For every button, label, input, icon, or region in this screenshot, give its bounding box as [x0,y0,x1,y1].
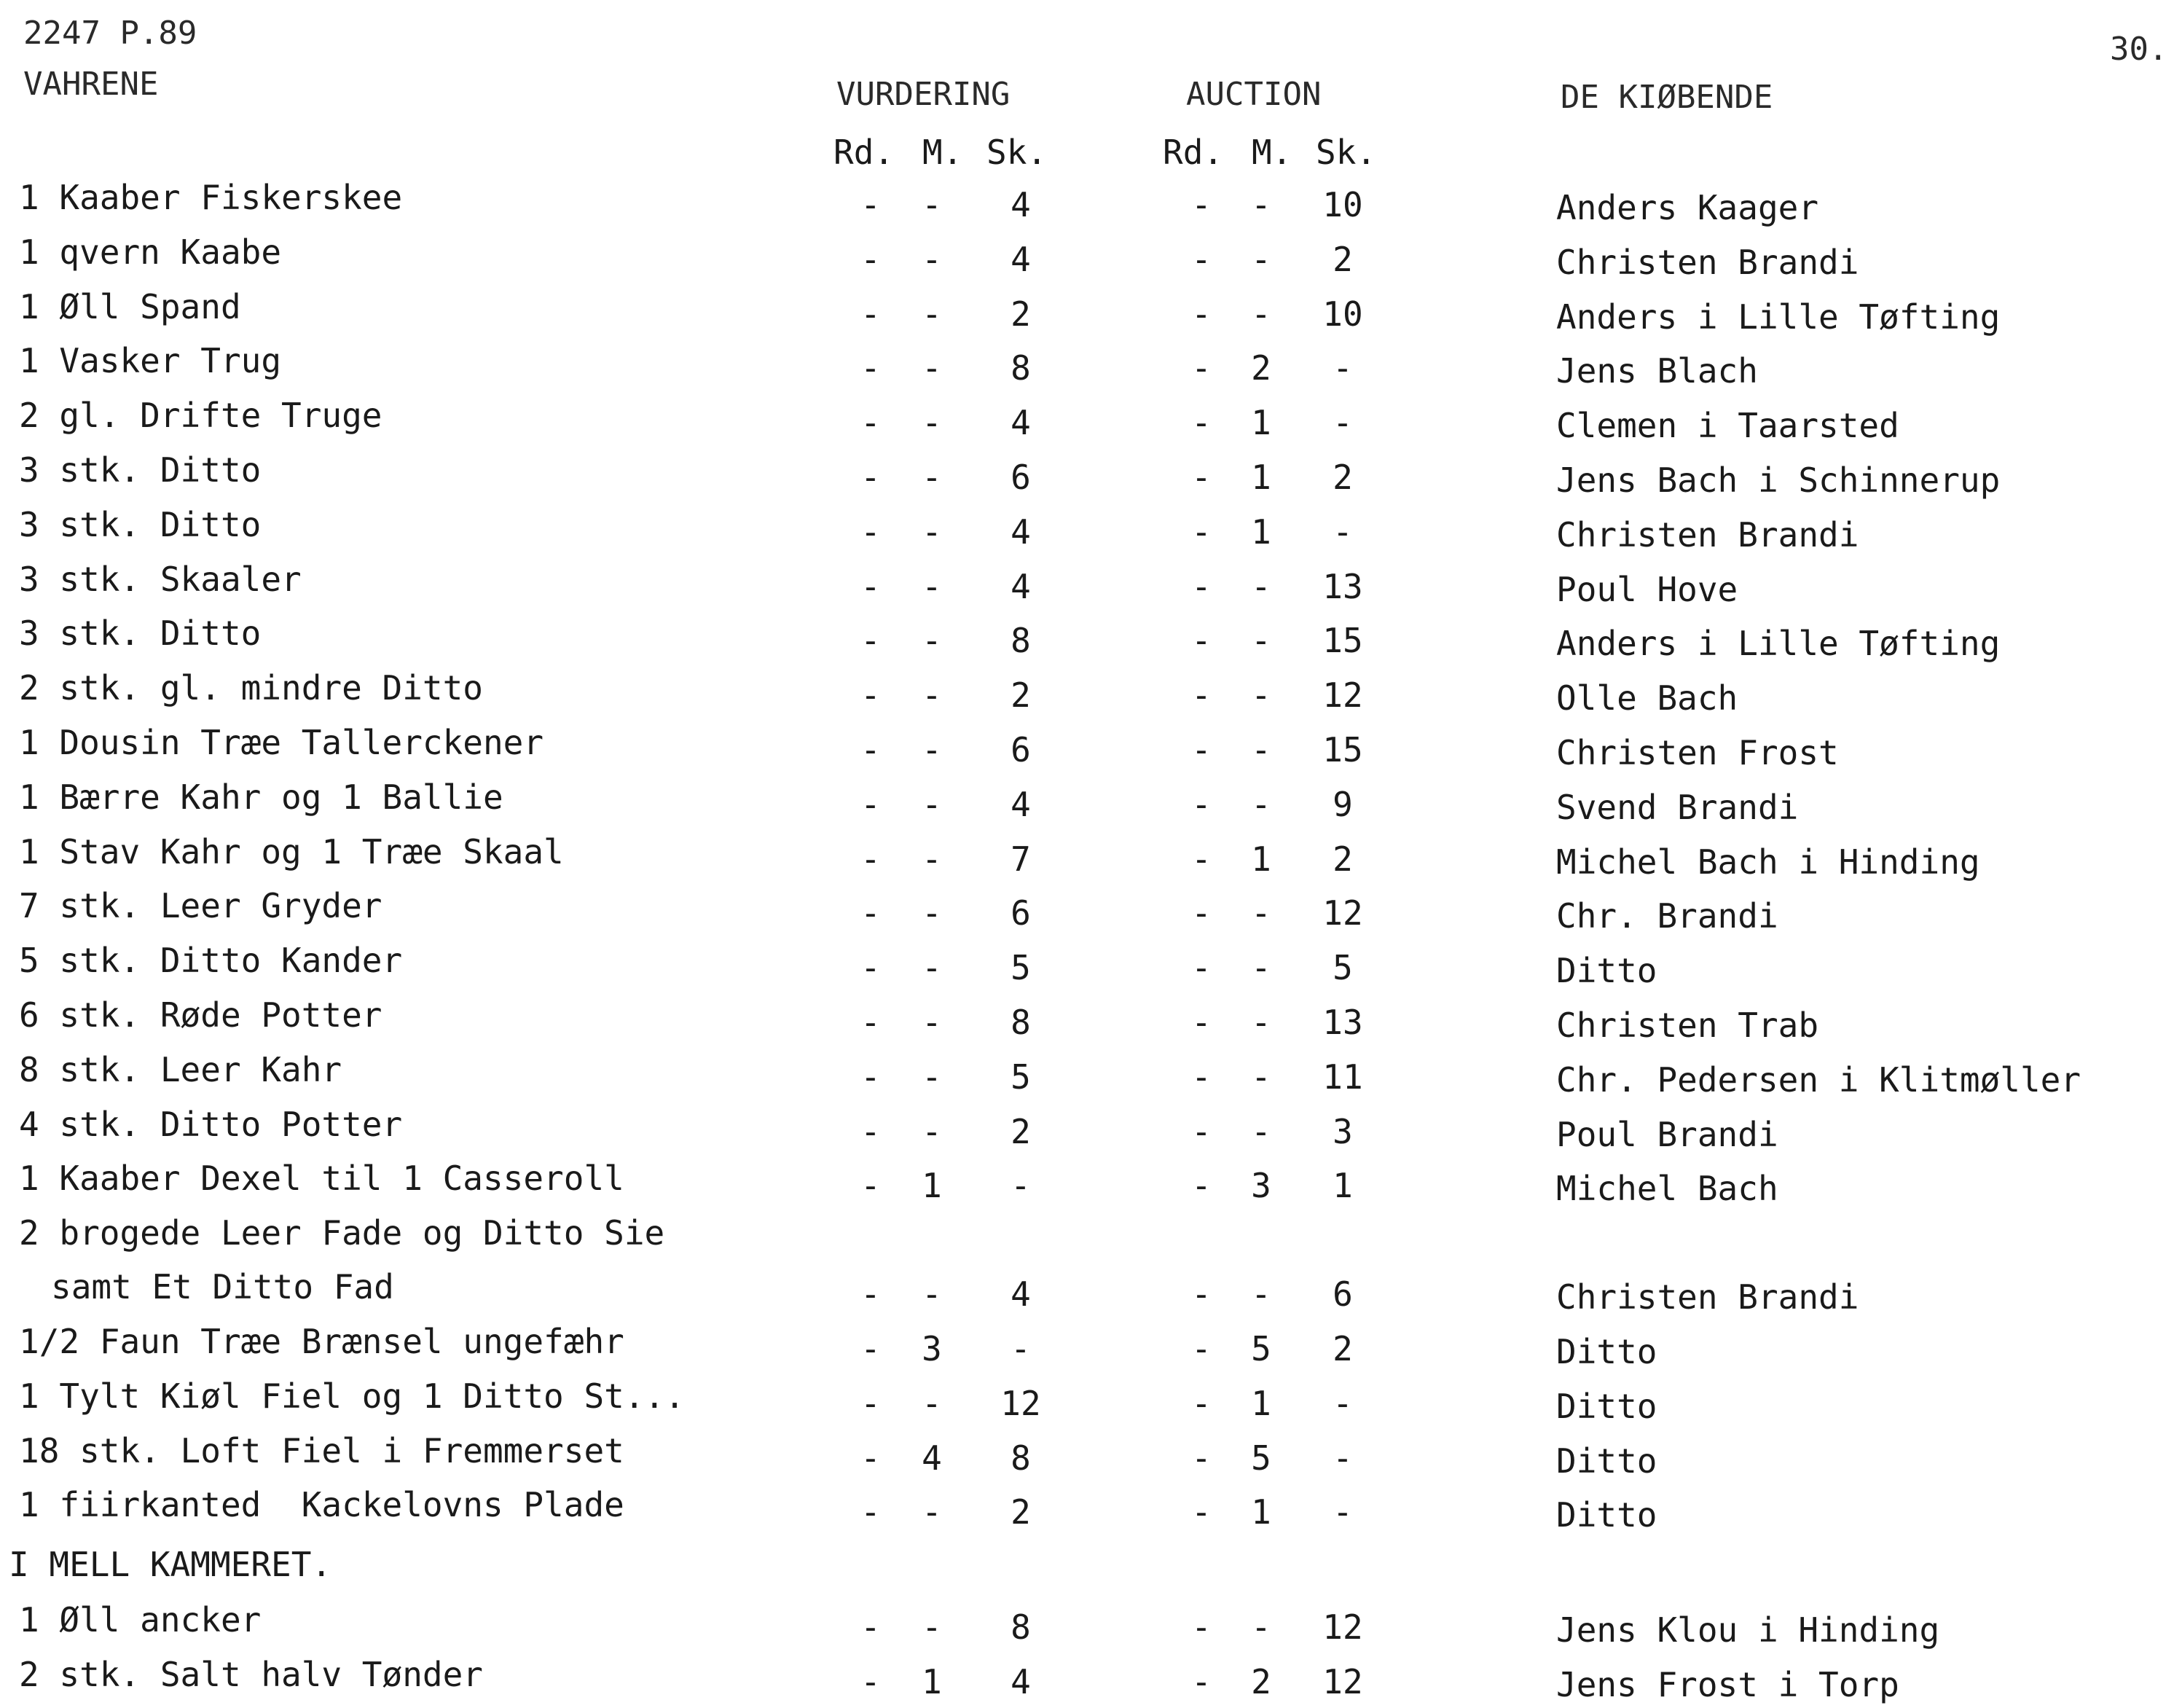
auction-value: - [1251,784,1271,824]
valuation-value: 2 [1011,1492,1031,1532]
valuation-value: 5 [1011,948,1031,988]
item-description: 1 Kaaber Fiskerskee [19,178,403,217]
item-description-continued: samt Et Ditto Fad [51,1267,394,1307]
item-description: 3 stk. Ditto [19,504,262,544]
auction-value: - [1191,784,1212,824]
valuation-value: - [922,458,942,497]
auction-value: - [1191,1166,1212,1206]
valuation-value: 8 [1011,1607,1031,1647]
valuation-value: - [922,566,942,606]
item-description: 5 stk. Ditto Kander [19,941,403,981]
auction-value: 5 [1251,1329,1271,1368]
valuation-value: 4 [1011,512,1031,552]
buyer-name: Christen Trab [1556,1006,1819,1045]
buyer-name: Anders i Lille Tøfting [1556,624,2001,664]
auction-value: 5 [1251,1438,1271,1478]
valuation-value: 1 [922,1661,942,1701]
valuation-value: 2 [1011,294,1031,334]
auction-value: 1 [1251,458,1271,497]
valuation-value: - [860,893,881,933]
valuation-value: - [860,730,881,769]
item-description: 1 Dousin Træe Tallerckener [19,723,544,762]
auction-value: - [1191,1438,1212,1478]
auction-value: - [1191,348,1212,388]
item-description: 1 Øll Spand [19,286,241,326]
auction-value: 1 [1251,1492,1271,1532]
valuation-value: - [860,1003,881,1042]
buyer-name: Christen Brandi [1556,1277,1859,1317]
valuation-value: 4 [1011,784,1031,824]
valuation-value: 6 [1011,730,1031,769]
valuation-value: - [922,1274,942,1315]
auction-value: - [1191,621,1212,661]
auction-value: - [1191,239,1212,279]
item-description: 2 gl. Drifte Truge [19,396,382,436]
valuation-value: 2 [1011,1111,1031,1151]
auction-value: - [1251,1057,1271,1097]
valuation-value: - [922,675,942,716]
valuation-value: - [1011,1166,1031,1206]
auction-value: 1 [1251,839,1271,879]
item-description: 1 Stav Kahr og 1 Træe Skaal [19,831,564,871]
valuation-value: - [922,893,942,933]
item-description: 1 Tylt Kiøl Fiel og 1 Ditto St... [19,1376,685,1416]
item-description: 1/2 Faun Træe Brænsel ungefæhr [19,1322,624,1361]
valuation-value: - [860,1274,881,1315]
item-description: 1 Vasker Trug [19,341,282,381]
valuation-value: 1 [922,1166,942,1206]
valuation-value: 4 [1011,185,1031,224]
auction-value: 13 [1322,1003,1363,1042]
page-number: 30. [2110,31,2168,68]
buyer-name: Svend Brandi [1556,787,1799,827]
buyer-name: Poul Brandi [1556,1114,1778,1154]
item-description: 6 stk. Røde Potter [19,995,382,1035]
valuation-value: - [922,1057,942,1097]
valuation-value: - [922,348,942,388]
auction-value: - [1191,839,1212,879]
item-description: 1 Øll ancker [19,1600,262,1640]
valuation-value: - [860,348,881,388]
auction-value: 10 [1322,294,1363,334]
auction-value: - [1333,403,1353,443]
auction-value: - [1251,1003,1271,1042]
valuation-value: 8 [1011,1438,1031,1478]
item-description: 2 stk. gl. mindre Ditto [19,668,483,708]
buyer-name: Jens Bach i Schinnerup [1556,461,2001,500]
valuation-value: - [860,784,881,824]
valuation-sk-subheader: Sk. [986,133,1048,172]
auction-value: 9 [1333,784,1353,824]
auction-value: - [1333,1383,1353,1423]
valuation-value: 5 [1011,1057,1031,1097]
auction-value: 1 [1251,1383,1271,1423]
valuation-value: 3 [922,1329,942,1368]
auction-value: - [1251,675,1271,716]
item-description: 1 qvern Kaabe [19,232,282,272]
item-description: 2 stk. Salt halv Tønder [19,1654,483,1694]
buyer-name: Michel Bach i Hinding [1556,842,1980,882]
auction-value: 12 [1322,1607,1363,1647]
valuation-value: 7 [1011,839,1031,879]
valuation-value: - [860,1661,881,1701]
valuation-value: - [860,621,881,661]
auction-value: 2 [1333,839,1353,879]
valuation-value: - [860,1329,881,1368]
valuation-value: - [860,239,881,279]
buyer-name: Ditto [1556,1495,1657,1535]
auction-value: - [1251,1607,1271,1647]
buyer-name: Anders Kaager [1556,188,1819,227]
auction-value: 2 [1333,458,1353,497]
valuation-value: - [922,1111,942,1151]
valuation-value: - [1011,1329,1031,1368]
auction-value: 1 [1333,1166,1353,1206]
valuation-value: - [922,1003,942,1042]
valuation-value: - [922,239,942,279]
item-description: 3 stk. Ditto [19,614,262,654]
auction-value: - [1251,1111,1271,1151]
auction-value: - [1191,948,1212,988]
item-description: 3 stk. Skaaler [19,559,302,599]
valuation-value: - [860,458,881,497]
valuation-value: 4 [922,1438,942,1478]
valuation-value: - [922,1607,942,1647]
valuation-value: 6 [1011,458,1031,497]
buyer-name: Jens Klou i Hinding [1556,1610,1940,1650]
auction-value: 6 [1333,1274,1353,1315]
buyer-name: Ditto [1556,1332,1657,1371]
valuation-value: 8 [1011,1003,1031,1042]
auction-value: - [1191,294,1212,334]
buyer-name: Anders i Lille Tøfting [1556,297,2001,337]
auction-value: 2 [1251,348,1271,388]
valuation-value: - [922,294,942,334]
valuation-value: - [922,948,942,988]
buyer-name: Christen Brandi [1556,242,1859,282]
auction-value: - [1191,566,1212,606]
item-description: 7 stk. Leer Gryder [19,886,382,926]
auction-value: - [1191,1661,1212,1701]
valuation-value: - [860,512,881,552]
buyer-name: Ditto [1556,1386,1657,1426]
valuation-value: 8 [1011,348,1031,388]
buyer-name: Clemen i Taarsted [1556,406,1899,446]
buyers-column-header: DE KIØBENDE [1561,79,1773,116]
valuation-value: - [860,1057,881,1097]
auction-value: 15 [1322,621,1363,661]
auction-value: - [1191,1003,1212,1042]
item-description: 4 stk. Ditto Potter [19,1104,403,1144]
auction-value: 3 [1251,1166,1271,1206]
auction-value: 12 [1322,893,1363,933]
auction-value: - [1191,1111,1212,1151]
valuation-value: - [922,1492,942,1532]
auction-value: - [1191,1492,1212,1532]
valuation-value: - [860,1166,881,1206]
buyer-name: Christen Brandi [1556,514,1859,555]
buyer-name: Jens Blach [1556,351,1758,391]
buyer-name: Jens Frost i Torp [1556,1664,1899,1704]
auction-m-subheader: M. [1252,133,1292,172]
valuation-value: - [922,1383,942,1423]
auction-value: - [1333,348,1353,388]
valuation-value: - [860,1607,881,1647]
auction-value: - [1191,458,1212,497]
auction-value: - [1251,1274,1271,1315]
buyer-name: Chr. Pedersen i Klitmøller [1556,1059,2081,1100]
valuation-value: - [860,1111,881,1151]
auction-value: - [1251,185,1271,224]
valuation-column-header: VURDERING [836,76,1011,113]
valuation-value: 6 [1011,893,1031,933]
auction-value: - [1191,893,1212,933]
valuation-value: - [860,948,881,988]
valuation-value: 12 [1000,1383,1041,1423]
valuation-value: 4 [1011,566,1031,606]
auction-column-header: AUCTION [1186,76,1322,113]
item-description: 1 fiirkanted Kackelovns Plade [19,1485,624,1525]
buyer-name: Poul Hove [1556,569,1738,609]
buyer-name: Chr. Brandi [1556,896,1778,936]
auction-value: 2 [1333,1329,1353,1368]
auction-value: 15 [1322,730,1363,769]
auction-rd-subheader: Rd. [1163,133,1224,172]
auction-value: - [1191,1329,1212,1368]
auction-value: - [1251,566,1271,606]
item-description: 8 stk. Leer Kahr [19,1049,342,1089]
buyer-name: Michel Bach [1556,1169,1778,1209]
valuation-value: - [860,566,881,606]
auction-value: 2 [1333,239,1353,279]
auction-value: 1 [1251,403,1271,443]
auction-value: - [1191,675,1212,716]
auction-value: - [1191,1383,1212,1423]
valuation-value: 4 [1011,403,1031,443]
auction-value: - [1251,893,1271,933]
auction-value: - [1251,239,1271,279]
buyer-name: Ditto [1556,951,1657,991]
buyer-name: Olle Bach [1556,678,1738,718]
auction-value: - [1191,1057,1212,1097]
valuation-value: - [922,403,942,443]
valuation-value: - [922,784,942,824]
item-description: 2 brogede Leer Fade og Ditto Sie [19,1213,665,1253]
auction-value: - [1333,1492,1353,1532]
auction-value: - [1333,1438,1353,1478]
auction-value: 1 [1251,512,1271,552]
valuation-value: - [860,1383,881,1423]
auction-value: 10 [1322,185,1363,224]
auction-value: - [1191,1274,1212,1315]
valuation-value: 8 [1011,621,1031,661]
valuation-value: - [922,185,942,224]
auction-value: 13 [1322,566,1363,606]
auction-value: - [1191,185,1212,224]
item-description: 3 stk. Ditto [19,450,262,490]
buyer-name: Ditto [1556,1441,1657,1481]
valuation-value: - [860,839,881,879]
item-description: 18 stk. Loft Fiel i Fremmerset [19,1430,624,1470]
auction-value: - [1251,948,1271,988]
buyer-name: Christen Frost [1556,733,1839,772]
auction-value: - [1333,512,1353,552]
section-title: I MELL KAMMERET. [9,1545,332,1584]
auction-value: 12 [1322,675,1363,716]
valuation-value: 4 [1011,1274,1031,1315]
auction-sk-subheader: Sk. [1316,133,1377,172]
auction-value: 3 [1333,1111,1353,1151]
auction-value: - [1191,512,1212,552]
auction-value: 5 [1333,948,1353,988]
auction-value: - [1251,730,1271,769]
valuation-value: 4 [1011,239,1031,279]
auction-value: - [1191,730,1212,769]
auction-value: 12 [1322,1661,1363,1701]
auction-value: - [1191,403,1212,443]
valuation-value: - [860,675,881,716]
auction-value: - [1251,294,1271,334]
valuation-value: - [922,512,942,552]
auction-value: 2 [1251,1661,1271,1701]
valuation-value: - [922,839,942,879]
valuation-value: - [860,1492,881,1532]
valuation-value: - [860,185,881,224]
valuation-rd-subheader: Rd. [833,133,895,172]
valuation-m-subheader: M. [922,133,963,172]
item-description: 1 Bærre Kahr og 1 Ballie [19,777,503,817]
valuation-value: - [922,730,942,769]
valuation-value: - [860,403,881,443]
document-reference: 2247 P.89 [23,15,197,52]
valuation-value: 4 [1011,1661,1031,1701]
auction-value: - [1251,621,1271,661]
auction-value: 11 [1322,1057,1363,1097]
auction-value: - [1191,1607,1212,1647]
valuation-value: - [922,621,942,661]
valuation-value: - [860,1438,881,1478]
valuation-value: 2 [1011,675,1031,716]
valuation-value: - [860,294,881,334]
items-column-header: VAHRENE [23,66,159,103]
item-description: 1 Kaaber Dexel til 1 Casseroll [19,1159,624,1199]
